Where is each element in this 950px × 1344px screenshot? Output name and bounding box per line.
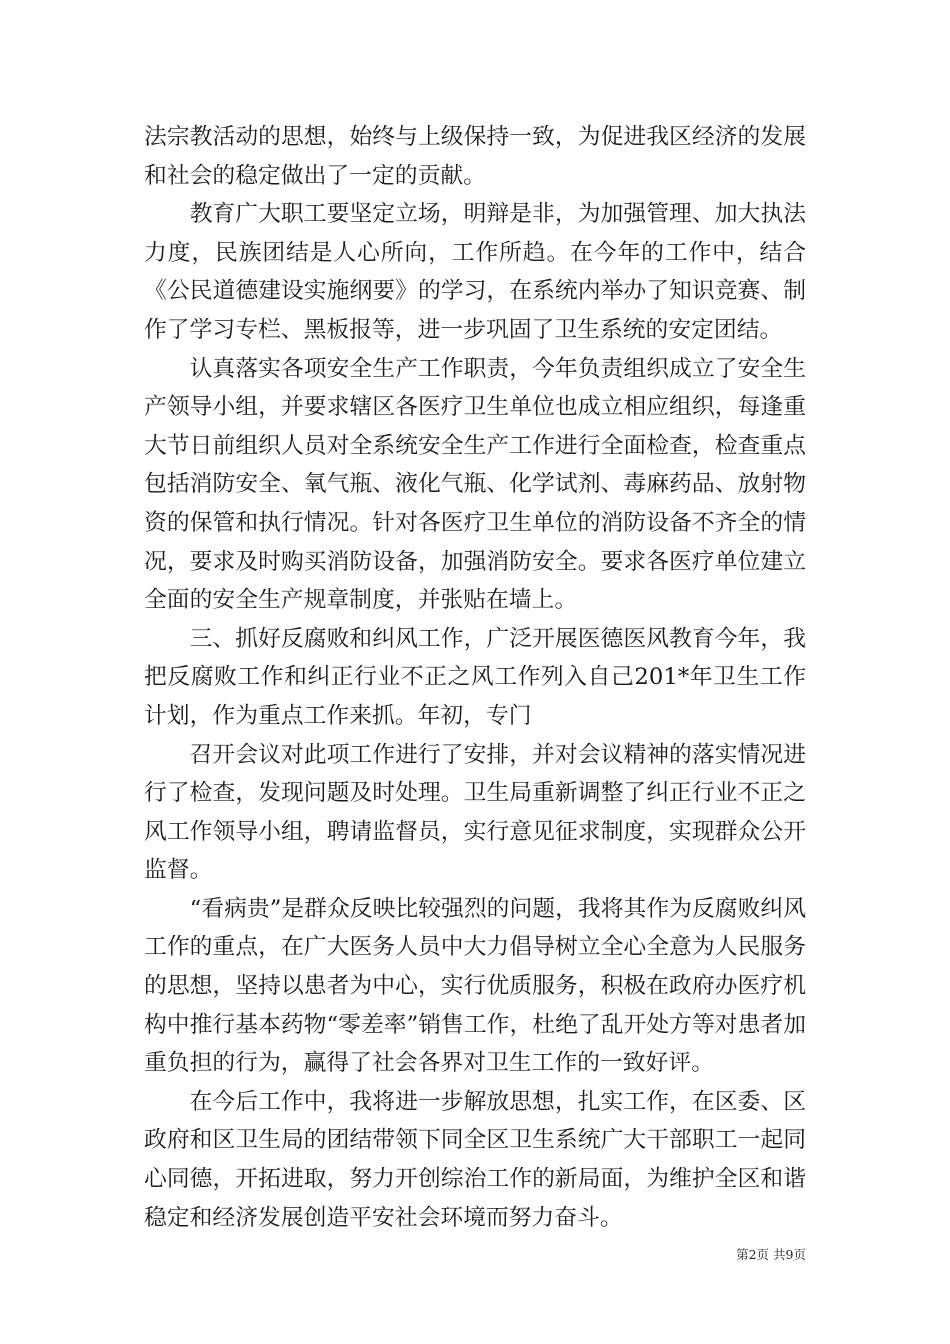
footer-middle: 页 共 <box>756 1247 786 1262</box>
paragraph-3: 认真落实各项安全生产工作职责，今年负责组织成立了安全生产领导小组，并要求辖区各医疗卫生单位也成立相应组织，每逢重大节日前组织人员对全系统安全生产工作进行全面检查，检查重点包括消防安全、氧气瓶、液化气瓶、化学试剂、毒麻药品、放射物资的保管和执行情况。针对各医疗卫生单位的消防设备不齐全的情况，要求及时购买消防设备，加强消防安全。要求各医疗单位建立全面的安全生产规章制度，并张贴在墙上。 <box>144 355 806 614</box>
paragraph-7: 在今后工作中，我将进一步解放思想，扎实工作，在区委、区政府和区卫生局的团结带领下同全区卫生系统广大干部职工一起同心同德，开拓进取，努力开创综治工作的新局面，为维护全区和谐稳定和经济发展创造平安社会环境而努力奋斗。 <box>144 1088 806 1231</box>
document-body <box>144 118 806 1237</box>
footer-prefix: 第 <box>736 1247 749 1262</box>
paragraph-4: 三、抓好反腐败和纠风工作，广泛开展医德医风教育今年，我把反腐败工作和纠正行业不正之风工作列入自己201*年卫生工作计划，作为重点工作来抓。年初，专门 <box>144 625 806 729</box>
footer-suffix: 页 <box>793 1247 806 1262</box>
footer-total-pages: 9 <box>785 1247 794 1262</box>
footer-page-number: 2 <box>748 1247 757 1262</box>
paragraph-6: “看病贵”是群众反映比较强烈的问题，我将其作为反腐败纠风工作的重点，在广大医务人员中大力倡导树立全心全意为人民服务的思想，坚持以患者为中心，实行优质服务，积极在政府办医疗机构中推行基本药物“零差率”销售工作，杜绝了乱开处方等对患者加重负担的行为，赢得了社会各界对卫生工作的一致好评。 <box>144 895 806 1077</box>
page-number-footer <box>690 1247 806 1263</box>
paragraph-1: 法宗教活动的思想，始终与上级保持一致，为促进我区经济的发展和社会的稳定做出了一定的贡献。 <box>144 124 806 189</box>
paragraph-5: 召开会议对此项工作进行了安排，并对会议精神的落实情况进行了检查，发现问题及时处理。卫生局重新调整了纠正行业不正之风工作领导小组，聘请监督员，实行意见征求制度，实现群众公开监督。 <box>144 741 806 884</box>
paragraph-2: 教育广大职工要坚定立场，明辩是非，为加强管理、加大执法力度，民族团结是人心所向，工作所趋。在今年的工作中，结合《公民道德建设实施纲要》的学习，在系统内举办了知识竞赛、制作了学习专栏、黑板报等，进一步巩固了卫生系统的安定团结。 <box>144 201 806 343</box>
